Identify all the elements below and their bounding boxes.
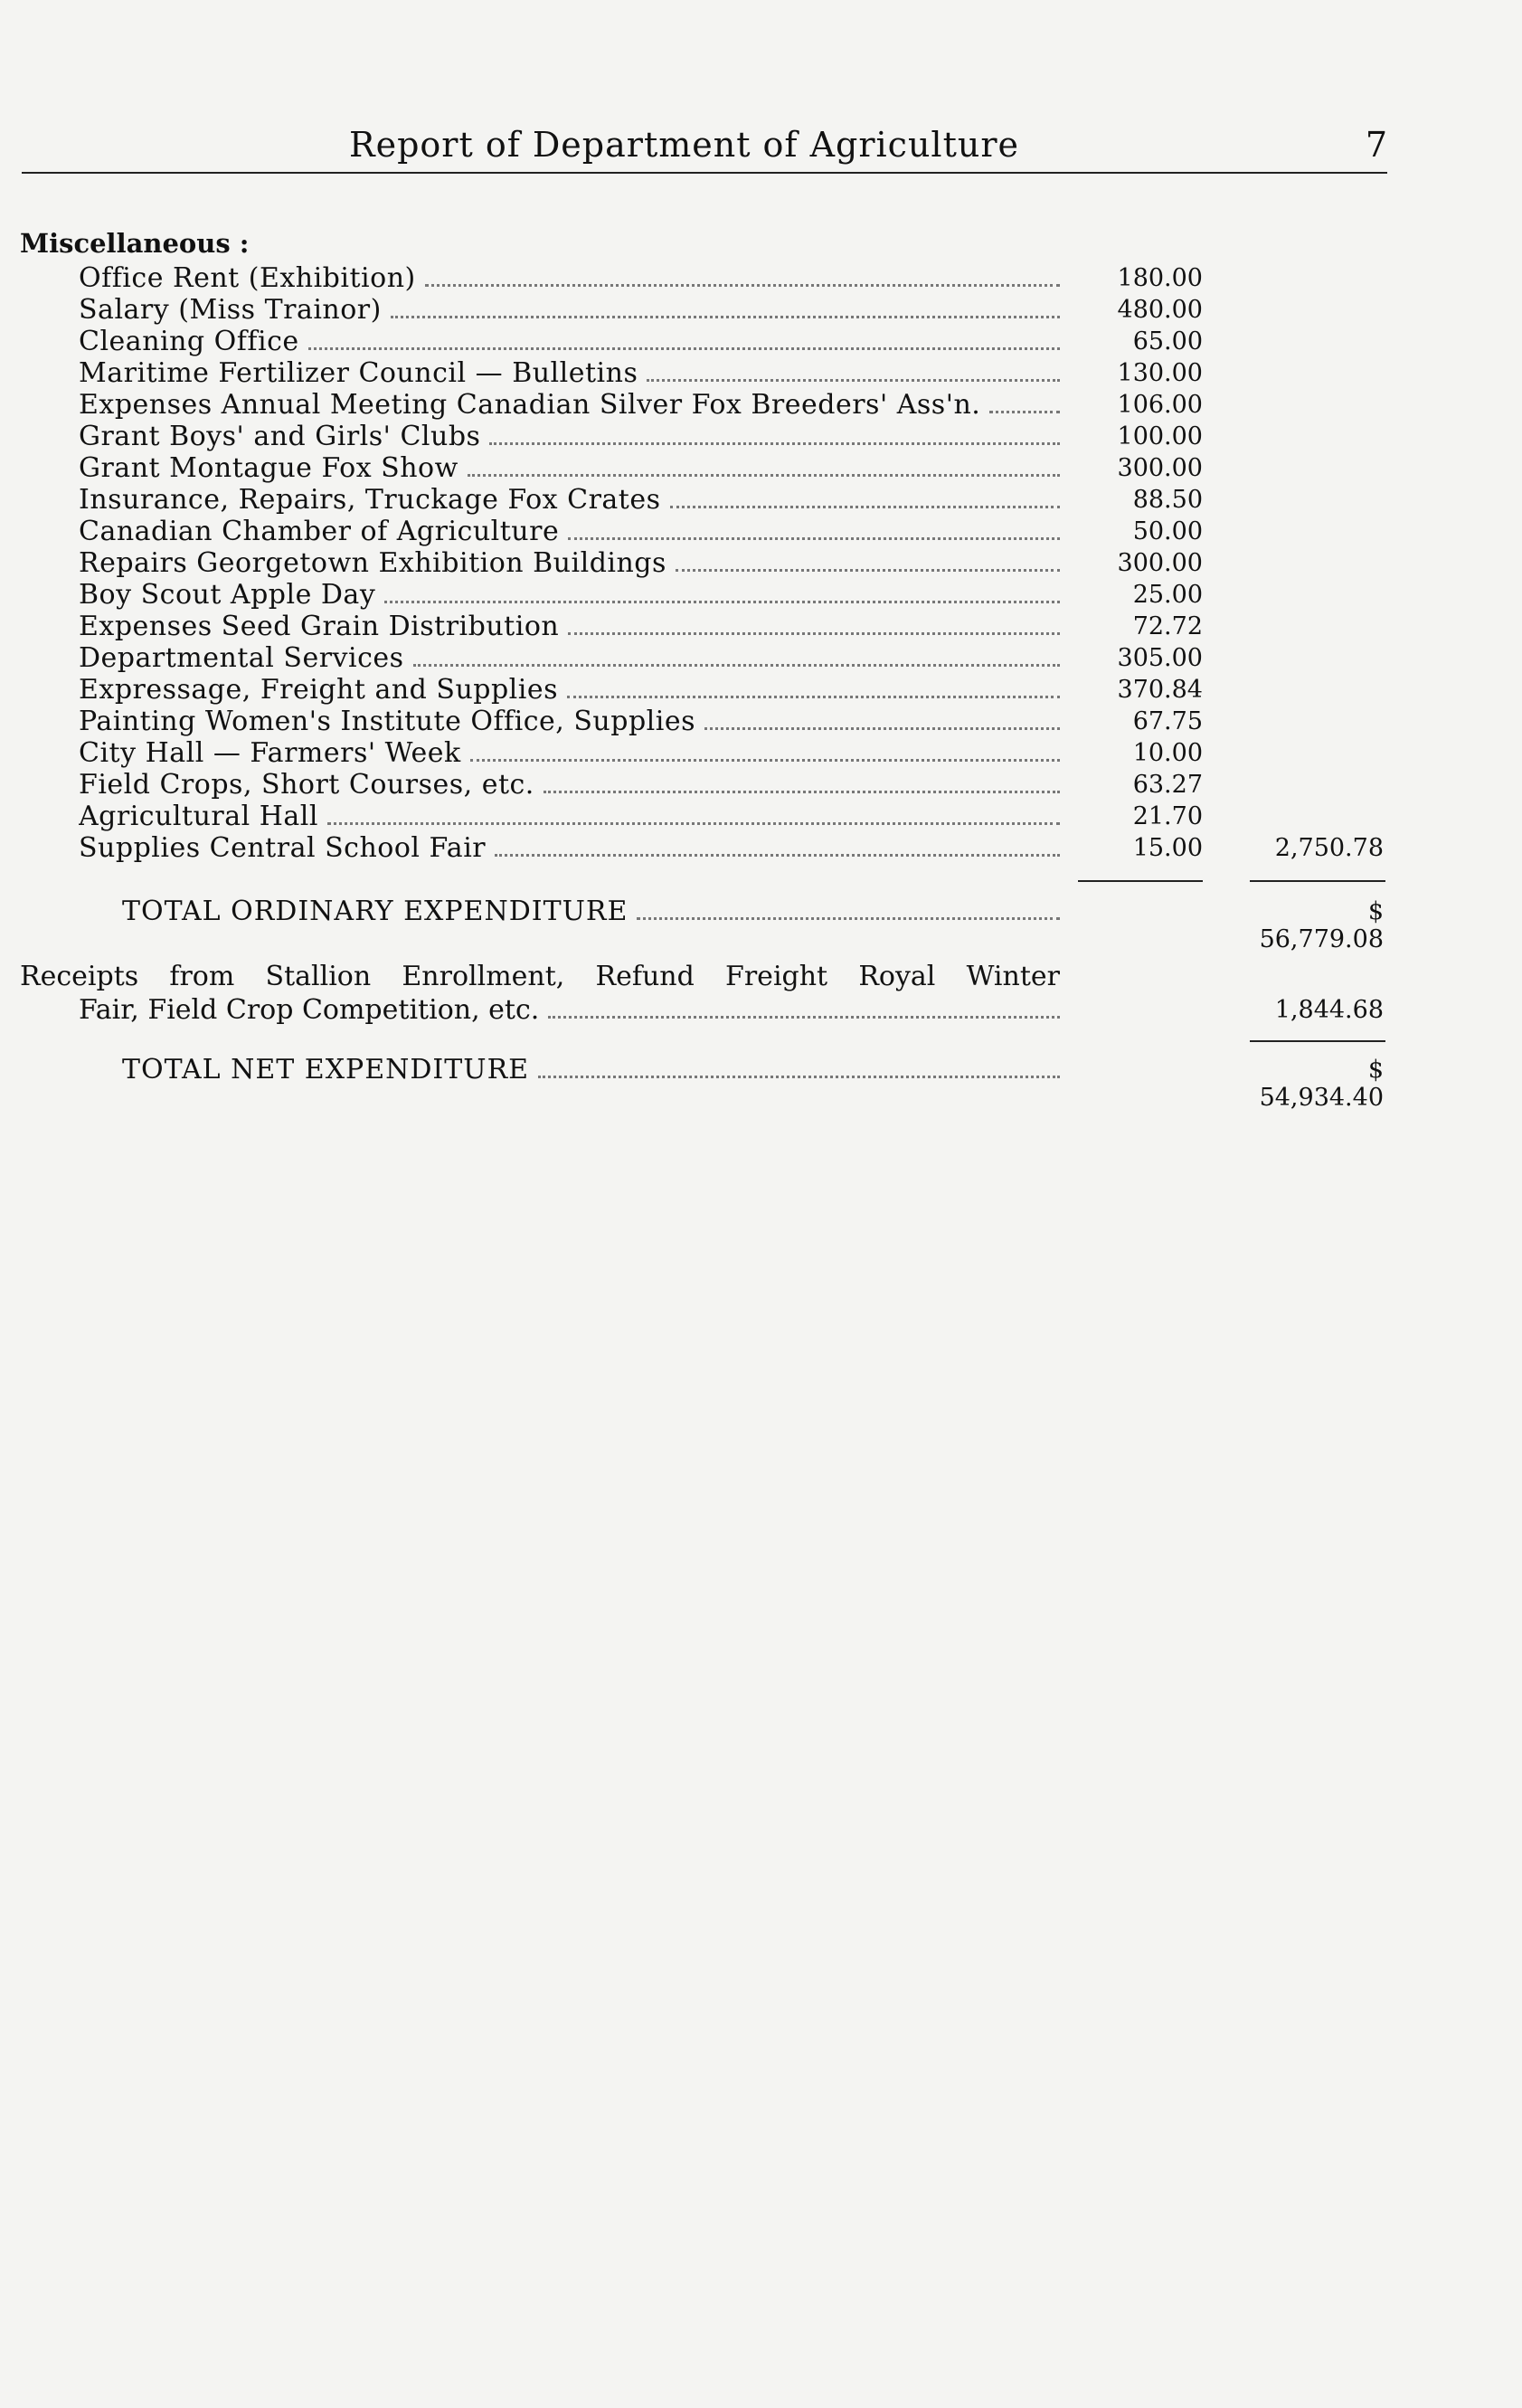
expense-row [0, 832, 1522, 864]
expense-amount: 300.00 [1117, 454, 1203, 482]
leader-dots [495, 834, 1060, 857]
leader-dots [704, 707, 1060, 730]
leader-dots [568, 612, 1060, 635]
expense-amount: 10.00 [1132, 739, 1203, 767]
leader-dots [327, 802, 1060, 825]
leader-dots [544, 771, 1060, 793]
expense-row [0, 706, 1522, 737]
expense-amount: 480.00 [1117, 296, 1203, 324]
total-net-row [0, 1054, 1522, 1112]
column-rule-2 [1250, 880, 1385, 882]
expense-row [0, 547, 1522, 579]
leader-dots [676, 549, 1060, 572]
column-rule-1 [1078, 880, 1203, 882]
leader-dots [413, 644, 1060, 667]
expense-label: Expenses Annual Meeting Canadian Silver Fox Breeders' Ass'n. [79, 389, 981, 421]
receipts-line-1: Receipts from Stallion Enrollment, Refund Freight Royal Winter [20, 961, 1060, 992]
expense-list [0, 262, 1522, 864]
leader-dots [308, 327, 1060, 350]
page-title: Report of Department of Agriculture [349, 125, 1019, 165]
expense-row [0, 769, 1522, 801]
leader-dots [568, 517, 1060, 540]
expense-label: Expressage, Freight and Supplies [79, 674, 559, 706]
expense-row [0, 357, 1522, 389]
expense-amount: 106.00 [1117, 391, 1203, 419]
expense-subtotal: 2,750.78 [1274, 834, 1384, 862]
expense-amount: 50.00 [1132, 517, 1203, 545]
expense-label: Field Crops, Short Courses, etc. [79, 769, 534, 801]
expense-amount: 72.72 [1132, 612, 1203, 640]
expense-label: Salary (Miss Trainor) [79, 294, 382, 326]
expense-amount: 300.00 [1117, 549, 1203, 577]
leader-dots [567, 676, 1060, 698]
expense-label: City Hall — Farmers' Week [79, 737, 461, 769]
expense-row [0, 326, 1522, 357]
expense-label: Grant Boys' and Girls' Clubs [79, 421, 481, 452]
leader-dots [468, 454, 1060, 477]
expense-amount: 25.00 [1132, 581, 1203, 609]
expense-row [0, 262, 1522, 294]
expense-label: Office Rent (Exhibition) [79, 262, 416, 294]
expense-label: Repairs Georgetown Exhibition Buildings [79, 547, 666, 579]
expense-row [0, 737, 1522, 769]
expense-label: Agricultural Hall [79, 801, 318, 832]
column-rule-3 [1250, 1040, 1385, 1042]
expense-row [0, 611, 1522, 642]
expense-amount: 180.00 [1117, 264, 1203, 292]
leader-dots [489, 422, 1060, 445]
expense-label: Insurance, Repairs, Truckage Fox Crates [79, 484, 661, 516]
total-net-amount: $ 54,934.40 [1259, 1056, 1384, 1112]
expense-row [0, 674, 1522, 706]
expense-amount: 130.00 [1117, 359, 1203, 387]
leader-dots [670, 486, 1060, 508]
expense-label: Canadian Chamber of Agriculture [79, 516, 560, 547]
expense-amount: 67.75 [1132, 707, 1203, 735]
expense-amount: 88.50 [1132, 486, 1203, 514]
leader-dots [538, 1056, 1060, 1078]
expense-label: Cleaning Office [79, 326, 299, 357]
expense-amount: 63.27 [1132, 771, 1203, 799]
expense-amount: 305.00 [1117, 644, 1203, 672]
leader-dots [391, 296, 1060, 318]
leader-dots [647, 359, 1060, 382]
expense-row [0, 579, 1522, 611]
leader-dots [470, 739, 1060, 762]
expense-amount: 100.00 [1117, 422, 1203, 450]
leader-dots [384, 581, 1060, 603]
total-net-label: TOTAL NET EXPENDITURE [122, 1054, 530, 1085]
page-header [22, 118, 1387, 174]
expense-row [0, 294, 1522, 326]
expense-row [0, 421, 1522, 452]
expense-label: Grant Montague Fox Show [79, 452, 458, 484]
total-ordinary-amount: $ 56,779.08 [1259, 897, 1384, 953]
expense-label: Expenses Seed Grain Distribution [79, 611, 560, 642]
leader-dots [425, 264, 1060, 287]
total-ordinary-label: TOTAL ORDINARY EXPENDITURE [122, 896, 629, 927]
expense-row [0, 642, 1522, 674]
expense-amount: 15.00 [1132, 834, 1203, 862]
expense-row [0, 452, 1522, 484]
expense-label: Boy Scout Apple Day [79, 579, 376, 611]
receipts-line-2: Fair, Field Crop Competition, etc. [79, 994, 540, 1026]
page-number: 7 [1365, 125, 1387, 165]
receipts-amount: 1,844.68 [1274, 996, 1384, 1024]
expense-row [0, 484, 1522, 516]
expense-label: Departmental Services [79, 642, 404, 674]
leader-dots [548, 996, 1060, 1019]
expense-amount: 65.00 [1132, 327, 1203, 356]
expense-amount: 21.70 [1132, 802, 1203, 830]
expense-amount: 370.84 [1117, 676, 1203, 704]
expense-row [0, 516, 1522, 547]
expense-label: Supplies Central School Fair [79, 832, 487, 864]
section-heading: Miscellaneous : [20, 228, 250, 259]
expense-row [0, 801, 1522, 832]
expense-label: Maritime Fertilizer Council — Bulletins [79, 357, 638, 389]
leader-dots [637, 897, 1060, 920]
total-ordinary-row [0, 896, 1522, 953]
expense-label: Painting Women's Institute Office, Supplies [79, 706, 695, 737]
leader-dots [989, 391, 1060, 413]
expense-row [0, 389, 1522, 421]
